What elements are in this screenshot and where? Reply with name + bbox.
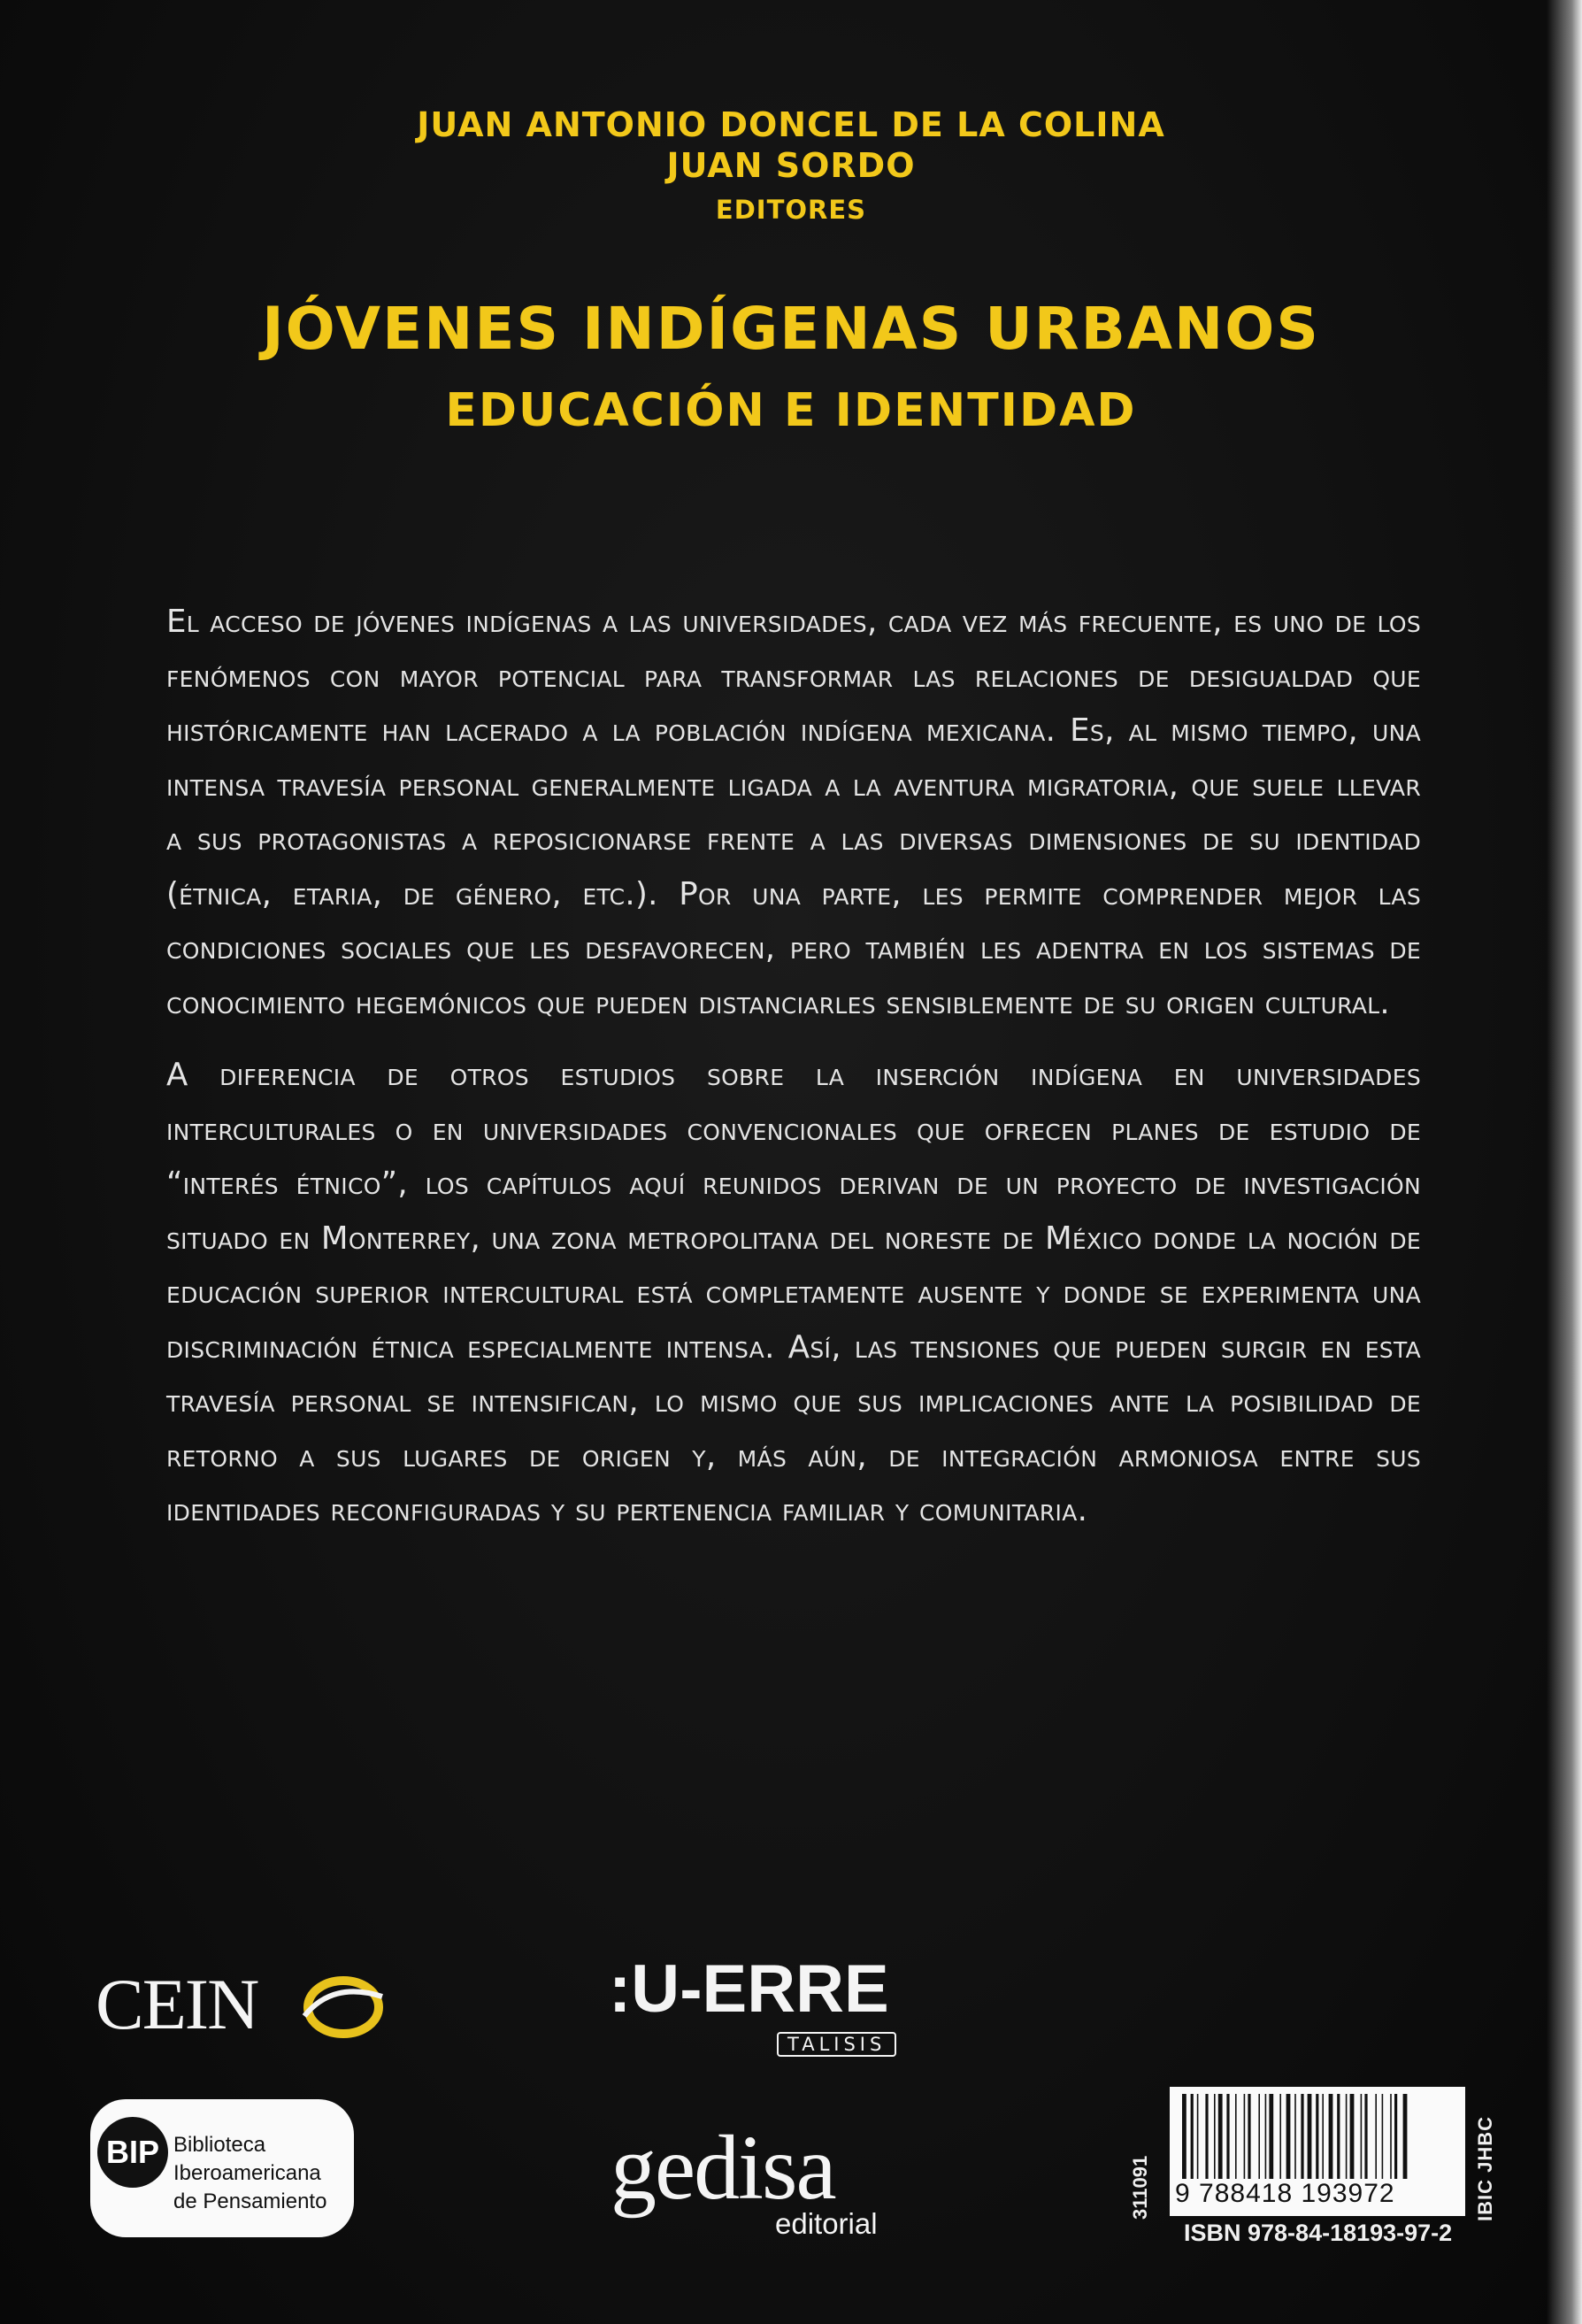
barcode-bar — [1403, 2094, 1408, 2179]
editors-block — [0, 104, 1582, 232]
gedisa-logo — [611, 2117, 911, 2246]
cein-logo — [96, 1964, 388, 2044]
barcode-digits: 9 788418 193972 — [1175, 2179, 1395, 2208]
barcode-bar — [1329, 2094, 1333, 2179]
bip-line-1: Biblioteca — [173, 2133, 266, 2157]
barcode — [1170, 2087, 1465, 2216]
barcode-bar — [1294, 2094, 1296, 2179]
barcode-bar — [1258, 2094, 1260, 2179]
title-block — [0, 294, 1582, 437]
talisis-label: TALISIS — [777, 2032, 896, 2057]
barcode-bar — [1205, 2094, 1208, 2179]
bip-line-2: Iberoamericana — [173, 2161, 321, 2185]
bip-logo-icon: BIP — [97, 2117, 168, 2188]
barcode-bar — [1375, 2094, 1377, 2179]
barcode-bar — [1248, 2094, 1250, 2179]
barcode-bar — [1279, 2094, 1281, 2179]
barcode-bar — [1191, 2094, 1194, 2179]
barcode-bar — [1361, 2094, 1363, 2179]
synopsis — [166, 595, 1421, 1556]
barcode-bar — [1269, 2094, 1273, 2179]
barcode-bar — [1382, 2094, 1384, 2179]
barcode-bar — [1286, 2094, 1291, 2179]
barcode-side-code: 311091 — [1129, 2155, 1151, 2220]
book-subtitle: EDUCACIÓN E IDENTIDAD — [445, 384, 1137, 437]
bip-badge — [90, 2099, 354, 2237]
bip-line-3: de Pensamiento — [173, 2189, 327, 2213]
uerre-logo — [609, 1951, 927, 2060]
synopsis-paragraph-1: El acceso de jóvenes indígenas a las universidades, cada vez más frecuente, es uno de los fenómenos con mayor potencial para transformar las relaciones de desigualdad que históricamente han lacerado a la población indígena mexicana. Es, al mismo tiempo, una intensa travesía personal generalmente ligada a la aventura migratoria, que suele llevar a sus protagonistas a reposicionarse frente a las diversas dimensiones de su identidad (étnica, etaria, de género, etc.). Por una parte, les permite comprender mejor las condiciones sociales que les desfavorecen, pero también les adentra en los sistemas de conocimiento hegemónicos que pueden distanciarles sensiblemente de su origen cultural. — [166, 604, 1421, 1021]
book-title: JÓVENES INDÍGENAS URBANOS — [262, 295, 1320, 363]
barcode-bar — [1322, 2094, 1324, 2179]
barcode-bar — [1235, 2094, 1237, 2179]
uerre-logo-text: :U-ERRE — [609, 1951, 889, 2027]
editors-role-label: EDITORES — [715, 195, 867, 225]
barcode-bar — [1316, 2094, 1318, 2179]
barcode-bar — [1214, 2094, 1216, 2179]
barcode-bar — [1265, 2094, 1267, 2179]
cein-logo-text: CEIN — [96, 1964, 258, 2044]
bip-text — [173, 2131, 326, 2216]
barcode-bar — [1301, 2094, 1303, 2179]
editor-name-2: JUAN SORDO — [666, 146, 916, 185]
gedisa-logo-subtext: editorial — [775, 2207, 878, 2240]
barcode-bar — [1244, 2094, 1246, 2179]
barcode-bar — [1394, 2094, 1397, 2179]
barcode-bar — [1390, 2094, 1392, 2179]
barcode-bar — [1346, 2094, 1348, 2179]
editor-name-1: JUAN ANTONIO DONCEL DE LA COLINA — [417, 105, 1165, 144]
page-edge — [1547, 0, 1582, 2324]
barcode-bar — [1350, 2094, 1355, 2179]
barcode-bar — [1337, 2094, 1340, 2179]
barcode-bar — [1182, 2094, 1186, 2179]
gedisa-logo-text: gedisa — [611, 2117, 835, 2219]
barcode-bar — [1197, 2094, 1199, 2179]
bic-code: IBIC JHBC — [1474, 2115, 1496, 2221]
barcode-bars-icon — [1170, 2087, 1465, 2179]
barcode-bar — [1218, 2094, 1223, 2179]
barcode-bar — [1226, 2094, 1229, 2179]
synopsis-paragraph-2: A diferencia de otros estudios sobre la inserción indígena en universidades interculturales o en universidades convencionales que ofrecen planes de estudio de “interés étnico”, los capítulos aquí reunidos derivan de un proyecto de investigación situado en Monterrey, una zona metropolitana del noreste de México donde la noción de educación superior intercultural está completamente ausente y donde se experimenta una discriminación étnica especialmente intensa. Así, las tensiones que pueden surgir en esta travesía personal se intensifican, lo mismo que sus implicaciones ante la posibilidad de retorno a sus lugares de origen y, más aún, de integración armoniosa entre sus identidades reconfiguradas y su pertenencia familiar y comunitaria. — [166, 1057, 1422, 1528]
barcode-bar — [1308, 2094, 1312, 2179]
barcode-bar — [1364, 2094, 1367, 2179]
cein-swoosh-icon — [297, 1972, 386, 2041]
isbn-label: ISBN 978-84-18193-97-2 — [1184, 2220, 1453, 2246]
